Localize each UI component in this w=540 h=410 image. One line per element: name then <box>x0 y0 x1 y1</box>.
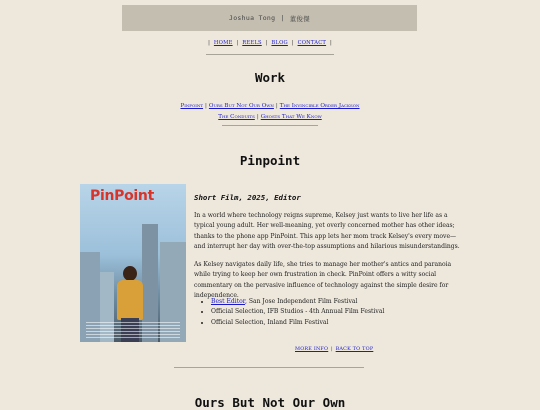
nav-contact-link[interactable]: CONTACT <box>297 40 327 46</box>
nav-divider: | <box>265 40 268 46</box>
film-divider-rule <box>174 367 364 368</box>
best-editor-link[interactable]: Best Editor <box>211 298 245 305</box>
film-synopsis-paragraph-1: In a world where technology reigns supreme, Kelsey just wants to live her life as a typical young adult. Her well-meaning, yet overly concerned mother has other ideas; thanks to the phone app PinPoint. This app lets her mom track Kelsey's every move—and interrupt her day with over-the-top assumptions and hilarious misunderstandings. <box>194 212 460 251</box>
film-synopsis-paragraph-2: As Kelsey navigates daily life, she tries to manage her mother's antics and paranoia while trying to keep her own frustration in check. PinPoint offers a witty social commentary on the pervasive influence of technology against the simple desire for independence. <box>194 261 452 300</box>
work-heading: Work <box>254 70 286 85</box>
nav-divider: | <box>208 40 211 46</box>
nav-divider: | <box>236 40 239 46</box>
award-text: Official Selection, Inland Film Festival <box>211 318 329 326</box>
project-divider: | <box>205 103 207 109</box>
project-link-the-conduits[interactable]: The Conduits <box>218 114 255 120</box>
poster-figure-head <box>123 266 137 281</box>
pinpoint-poster-image <box>80 184 186 342</box>
nav-divider: | <box>329 40 332 46</box>
site-header <box>122 5 417 31</box>
header-separator: | <box>280 14 285 22</box>
award-item <box>211 297 384 307</box>
project-divider: | <box>256 114 259 120</box>
top-nav <box>0 40 540 46</box>
award-item <box>211 307 384 317</box>
award-text: Official Selection, IFB Studios - 4th Annual Film Festival <box>211 308 385 316</box>
nav-reels-link[interactable]: REELS <box>242 40 262 46</box>
awards-list <box>201 297 384 328</box>
award-text: , San Jose Independent Film Festival <box>245 298 358 305</box>
project-divider: | <box>275 103 278 109</box>
poster-title-text: PinPoint <box>90 188 154 204</box>
film-meta: Short Film, 2025, Editor <box>194 193 301 202</box>
nav-divider: | <box>291 40 294 46</box>
film-card-links <box>295 346 373 352</box>
project-link-pinpoint[interactable]: Pinpoint <box>180 103 204 109</box>
poster-figure-body <box>117 280 143 320</box>
project-links <box>0 101 540 123</box>
work-divider-rule <box>222 125 318 126</box>
film-title-heading: Pinpoint <box>239 153 301 168</box>
project-link-invincible-order-jackson[interactable]: The Invincible Order Jackson <box>279 103 360 109</box>
back-to-top-link[interactable]: BACK TO TOP <box>335 346 374 352</box>
project-link-ours-but-not-our-own[interactable]: Ours But Not Our Own <box>208 103 274 109</box>
author-name-english: Joshua Tong <box>229 14 276 22</box>
award-item <box>211 318 384 328</box>
nav-home-link[interactable]: HOME <box>213 40 233 46</box>
nav-blog-link[interactable]: BLOG <box>271 40 288 46</box>
author-name-chinese: 董俊傑 <box>289 14 310 23</box>
project-link-ghosts-that-we-know[interactable]: Ghosts That We Know <box>260 114 322 120</box>
poster-credits-block <box>86 322 180 338</box>
more-info-link[interactable]: MORE INFO <box>295 346 329 352</box>
card-link-divider: | <box>331 346 333 352</box>
nav-divider-rule <box>206 54 334 55</box>
next-film-title-heading: Ours But Not Our Own <box>194 395 346 410</box>
